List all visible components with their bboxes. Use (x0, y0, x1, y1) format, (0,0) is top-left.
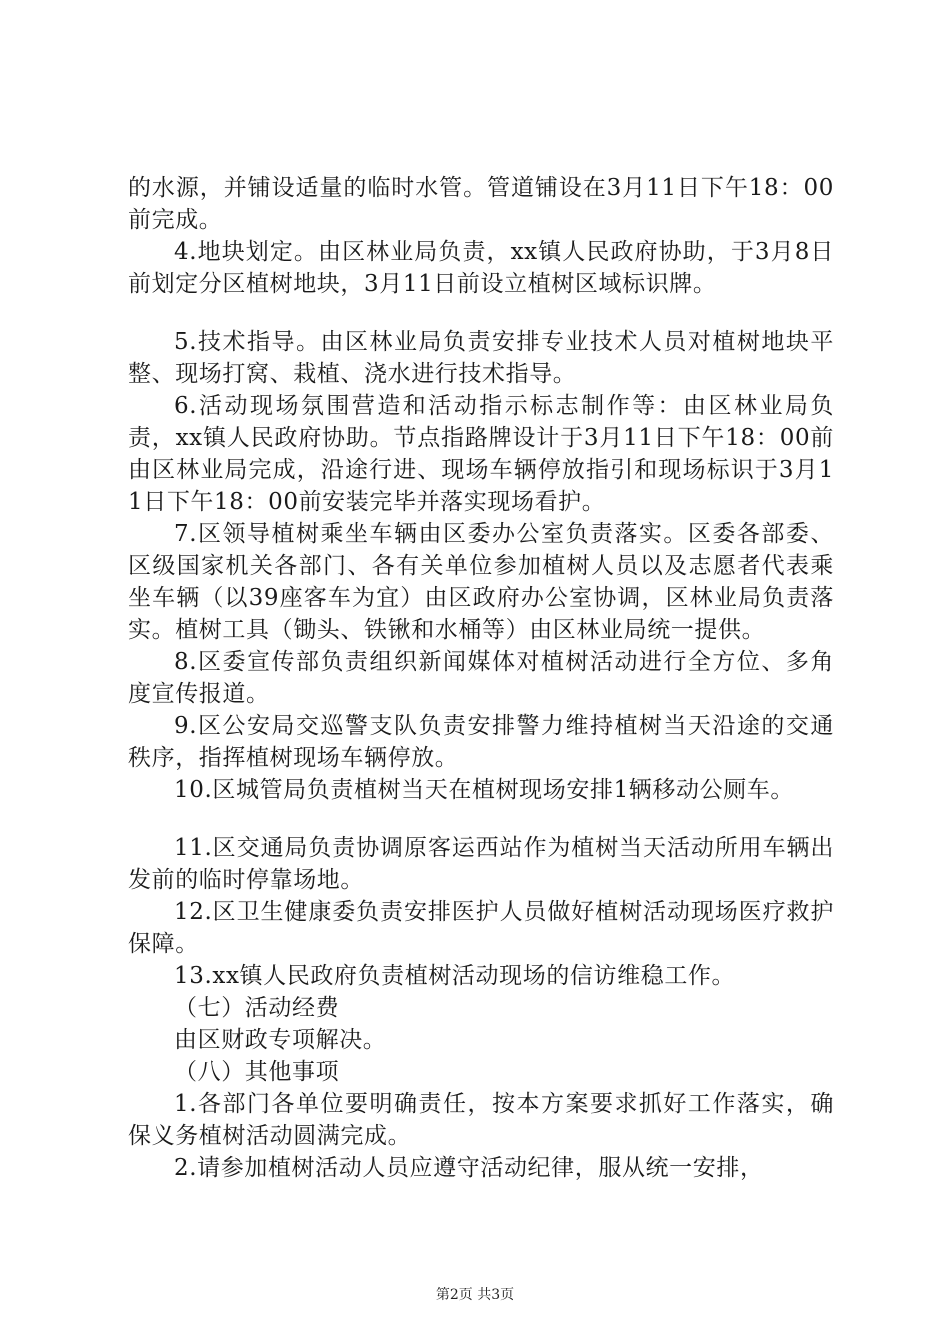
paragraph-item-7: 7.区领导植树乘坐车辆由区委办公室负责落实。区委各部委、区级国家机关各部门、各有关单位参加植树人员以及志愿者代表乘坐车辆（以39座客车为宜）由区政府办公室协调，区林业局负责落实。植树工具（锄头、铁锹和水桶等）由区林业局统一提供。 (128, 521, 834, 643)
paragraph-item-6: 6.活动现场氛围营造和活动指示标志制作等：由区林业局负责，xx镇人民政府协助。节点指路牌设计于3月11日下午18：00前由区林业局完成，沿途行进、现场车辆停放指引和现场标识于3月11日下午18：00前安装完毕并落实现场看护。 (128, 393, 834, 515)
page-number-footer: 第2页 共3页 (435, 1287, 515, 1303)
paragraph-item-5: 5.技术指导。由区林业局负责安排专业技术人员对植树地块平整、现场打窝、栽植、浇水进行技术指导。 (128, 329, 834, 387)
paragraph-item-12: 12.区卫生健康委负责安排医护人员做好植树活动现场医疗救护保障。 (128, 899, 834, 957)
paragraph-item-4: 4.地块划定。由区林业局负责，xx镇人民政府协助，于3月8日前划定分区植树地块，3月11日前设立植树区域标识牌。 (128, 239, 834, 297)
paragraph-item-11: 11.区交通局负责协调原客运西站作为植树当天活动所用车辆出发前的临时停靠场地。 (128, 835, 834, 893)
paragraph-water-source: 的水源，并铺设适量的临时水管。管道铺设在3月11日下午18：00前完成。 (128, 175, 834, 233)
paragraph-other-2: 2.请参加植树活动人员应遵守活动纪律，服从统一安排， (174, 1155, 764, 1181)
paragraph-item-8: 8.区委宣传部负责组织新闻媒体对植树活动进行全方位、多角度宣传报道。 (128, 649, 834, 707)
section-heading-funding: （七）活动经费 (174, 995, 340, 1021)
paragraph-item-13: 13.xx镇人民政府负责植树活动现场的信访维稳工作。 (174, 963, 736, 989)
document-body (128, 172, 834, 1184)
paragraph-funding: 由区财政专项解决。 (174, 1027, 387, 1053)
section-heading-other: （八）其他事项 (174, 1059, 340, 1085)
paragraph-other-1: 1.各部门各单位要明确责任，按本方案要求抓好工作落实，确保义务植树活动圆满完成。 (128, 1091, 834, 1149)
paragraph-item-10: 10.区城管局负责植树当天在植树现场安排1辆移动公厕车。 (174, 777, 795, 803)
paragraph-item-9: 9.区公安局交巡警支队负责安排警力维持植树当天沿途的交通秩序，指挥植树现场车辆停放。 (128, 713, 834, 771)
